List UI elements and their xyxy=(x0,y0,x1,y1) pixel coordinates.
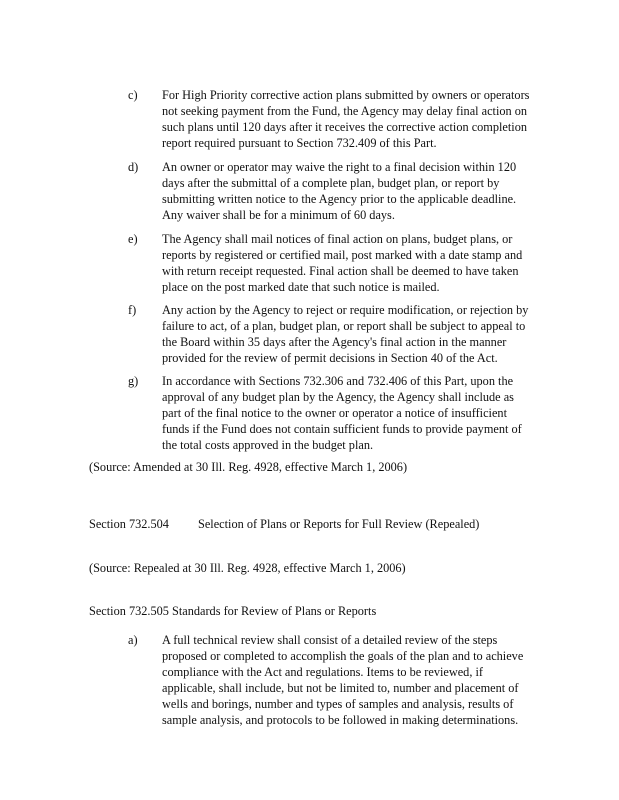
text-line: such plans until 120 days after it receives the corrective action completion xyxy=(162,120,528,134)
section-732-504-title: Selection of Plans or Reports for Full Review (Repealed) xyxy=(198,517,480,531)
text-line: wells and borings, number and types of samples and analysis, results of xyxy=(162,697,514,711)
text-line: part of the final notice to the owner or operator a notice of insufficient xyxy=(162,406,507,420)
text-line: A full technical review shall consist of a detailed review of the steps xyxy=(162,633,498,647)
text-line: Any action by the Agency to reject or require modification, or rejection by xyxy=(162,303,529,317)
item-label: g) xyxy=(128,374,139,388)
text-line: approval of any budget plan by the Agency, the Agency shall include as xyxy=(162,390,514,404)
section-732-504-number: Section 732.504 xyxy=(89,517,169,531)
text-line: with return receipt requested. Final action shall be deemed to have taken xyxy=(162,264,519,278)
text-line: failure to act, of a plan, budget plan, or report shall be subject to appeal to xyxy=(162,319,526,333)
text-line: days after the submittal of a complete plan, budget plan, or report by xyxy=(162,176,500,190)
text-line: the total costs approved in the budget plan. xyxy=(162,438,374,452)
text-line: report required pursuant to Section 732.409 of this Part. xyxy=(162,136,437,150)
text-line: Any waiver shall be for a minimum of 60 days. xyxy=(162,208,395,222)
text-line: compliance with the Act and regulations. Items to be reviewed, if xyxy=(162,665,483,679)
item-label: d) xyxy=(128,160,139,174)
text-line: reports by registered or certified mail, post marked with a date stamp and xyxy=(162,248,523,262)
source-note-amended: (Source: Amended at 30 Ill. Reg. 4928, effective March 1, 2006) xyxy=(89,460,408,474)
text-line: An owner or operator may waive the right to a final decision within 120 xyxy=(162,160,517,174)
text-line: In accordance with Sections 732.306 and 732.406 of this Part, upon the xyxy=(162,374,514,388)
text-line: not seeking payment from the Fund, the Agency may delay final action on xyxy=(162,104,528,118)
source-note-repealed: (Source: Repealed at 30 Ill. Reg. 4928, effective March 1, 2006) xyxy=(89,561,406,575)
text-line: submitting written notice to the Agency prior to the applicable deadline. xyxy=(162,192,517,206)
text-line: the Board within 35 days after the Agency's final action in the manner xyxy=(162,335,507,349)
item-label: e) xyxy=(128,232,138,246)
text-line: proposed or completed to accomplish the goals of the plan and to achieve xyxy=(162,649,524,663)
item-label: c) xyxy=(128,88,138,102)
item-label: a) xyxy=(128,633,138,647)
text-line: For High Priority corrective action plans submitted by owners or operators xyxy=(162,88,530,102)
text-line: applicable, shall include, but not be limited to, number and placement of xyxy=(162,681,519,695)
text-line: The Agency shall mail notices of final action on plans, budget plans, or xyxy=(162,232,513,246)
text-line: place on the post marked date that such notice is mailed. xyxy=(162,280,440,294)
text-line: provided for the review of permit decisions in Section 40 of the Act. xyxy=(162,351,498,365)
text-line: sample analysis, and protocols to be followed in making determinations. xyxy=(162,713,519,727)
text-line: funds if the Fund does not contain sufficient funds to provide payment of xyxy=(162,422,522,436)
item-label: f) xyxy=(128,303,137,317)
section-732-505-heading: Section 732.505 Standards for Review of Plans or Reports xyxy=(89,604,377,618)
